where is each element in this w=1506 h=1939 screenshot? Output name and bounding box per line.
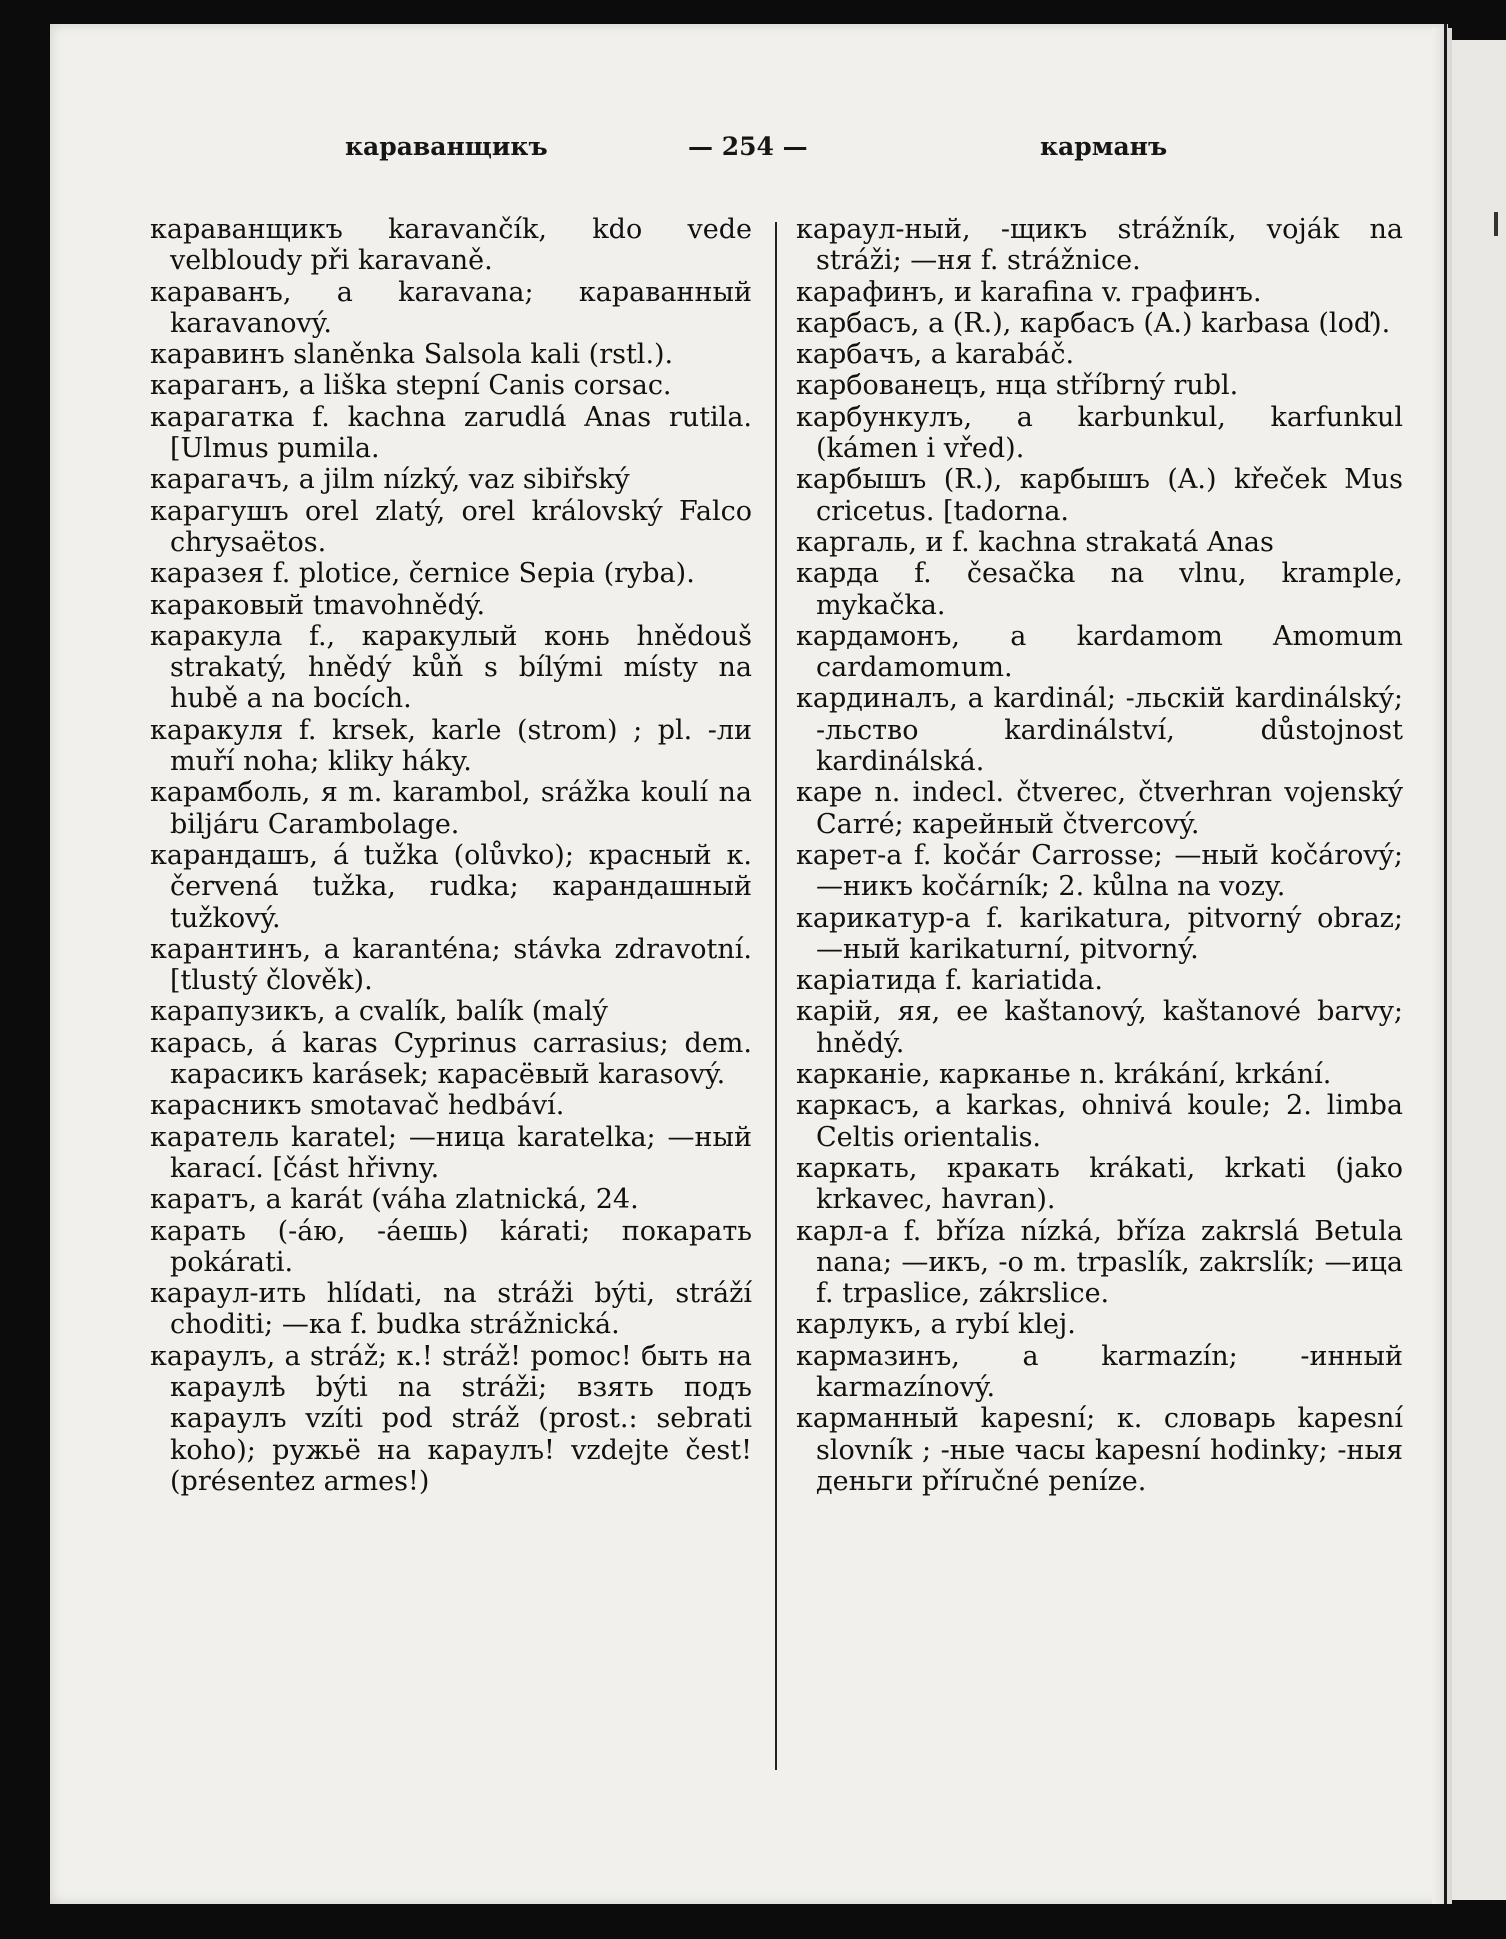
entry: каракуля f. krsek, karle (strom) ; pl. -ли muří noha; kliky háky. (150, 714, 752, 778)
entry: карагатка f. kachna zarudlá Anas rutila. [Ulmus pumila. (150, 401, 752, 465)
entry: карасникъ smotavač hedbáví. (150, 1090, 565, 1122)
entry: каріатида f. kariatida. (796, 965, 1103, 997)
entry: каратъ, a karát (váha zlatnická, 24. (150, 1184, 639, 1216)
entry: караулъ, a stráž; к.! stráž! pomoc! быть на караулѣ býti na stráži; взять подъ караулъ vzíti pod stráž (prost.: sebrati koho); ружьё на караулъ! vzdejte čest! (présentez armes!) (150, 1340, 752, 1497)
entry: кардамонъ, a kardamom Amomum cardamomum. (796, 620, 1403, 684)
entry: карлукъ, a rybí klej. (796, 1309, 1076, 1341)
entry: каравинъ slaněnka Salsola kali (rstl.). (150, 339, 674, 371)
entry: карaганъ, a liška stepní Canis corsac. (150, 370, 672, 402)
entry: карій, яя, ее kaštanový, kaštanové barvy; hnědý. (796, 996, 1403, 1059)
entry: карать (-áю, -áешь) kárati; покарать pokárati. (150, 1215, 752, 1278)
entry: карaул-ить hlídati, na stráži býti, stráží choditi; —ка f. budka strážnická. (150, 1278, 752, 1341)
entry: каркасъ, a karkas, ohnivá koule; 2. limba Celtis orientalis. (796, 1090, 1403, 1153)
entry: кардиналъ, a kardinál; -льскій kardinálský; -льство kardinálství, důstojnost kardinálská. (796, 683, 1403, 778)
page-number: — 254 — (688, 132, 808, 161)
entry: каракула f., каракулый конь hnědouš strakatý, hnědý kůň s bílými místy na hubě a na bocích. (150, 620, 752, 715)
entry: каразея f. plotice, černice Sepia (ryba). (150, 558, 695, 590)
page-fold (1432, 28, 1452, 1904)
entry: карантинъ, a karanténa; stávka zdravotní. [tlustý člověk). (150, 933, 752, 997)
entry: карагачъ, a jilm nízký, vaz sibiřský (150, 464, 630, 496)
entry: караковый tmavohnědý. (150, 589, 486, 621)
entry: карл-а f. bříza nízká, bříza zakrslá Betula nana; —икъ, -o m. trpaslík, zakrslík; —ица f. trpaslice, zákrslice. (796, 1215, 1403, 1310)
entry: кармазинъ, a karmazín; -инный karmazínový. (796, 1340, 1403, 1403)
entry: караул-ный, -щикъ strážník, voják na stráži; —ня f. strážnice. (796, 214, 1403, 277)
entry: карманный kapesní; к. словарь kapesní slovník ; -ные часы kapesní hodinky; -ныя деньги příručné peníze. (796, 1403, 1403, 1497)
entry: каратель karatel; —ница karatelka; —ный karací. [část hřivny. (150, 1121, 752, 1184)
entry: каркать, кракать krákati, krkati (jako krkavec, havran). (796, 1152, 1403, 1216)
entry: карет-а f. kočár Carrosse; —ный kočárový; —никъ kočárník; 2. kůlna na vozy. (796, 839, 1403, 903)
entry: карикатур-а f. karikatura, pitvorný obraz; —ный karikaturní, pitvorný. (796, 902, 1403, 965)
entry: карда f. česačka na vlnu, krample, mykačka. (796, 558, 1403, 621)
adjacent-page-edge (1452, 40, 1506, 1900)
entry: карась, á karas Cyprinus carrasius; dem. карасикъ karásek; карасёвый karasový. (150, 1027, 752, 1091)
adjacent-page-mark (1494, 212, 1498, 236)
entry: каргаль, и f. kachna strakatá Anas (796, 526, 1274, 558)
entry: карафинъ, и karafina v. графинъ. (796, 276, 1262, 308)
right-column (796, 214, 1403, 1497)
running-head-right: карманъ (1040, 132, 1168, 161)
entry: карандашъ, á tužka (olůvko); красный к. červená tužka, rudka; карандашный tužkový. (150, 839, 752, 934)
entry: карбункулъ, a karbunkul, karfunkul (kámen i vřed). (796, 401, 1403, 465)
left-column (150, 214, 752, 1497)
entry: карбачъ, a karabáč. (796, 339, 1075, 371)
entry: каре n. indecl. čtverec, čtverhran vojenský Carré; карейный čtvercový. (796, 777, 1403, 840)
entry: карамболь, я m. karambol, srážka koulí na biljáru Carambolage. (150, 777, 752, 840)
column-divider (775, 222, 777, 1770)
running-head-left: караванщикъ (345, 132, 548, 161)
entry: карапузикъ, a cvalík, balík (malý (150, 996, 608, 1028)
entry: караванъ, a karavana; караванный karavanový. (150, 276, 752, 339)
entry: карбованецъ, нца stříbrný rubl. (796, 370, 1239, 402)
entry: карбасъ, a (R.), карбасъ (A.) karbasa (loď). (796, 307, 1391, 339)
binding-line (1444, 24, 1447, 1904)
entry: караванщикъ karavančík, kdo vede velbloudy při karavaně. (150, 214, 752, 277)
entry: карбышъ (R.), карбышъ (A.) křeček Mus cricetus. [tadorna. (796, 464, 1403, 527)
entry: карканіе, карканье n. krákání, krkání. (796, 1059, 1332, 1091)
entry: карагушъ orel zlatý, orel královský Falco chrysaëtos. (150, 495, 752, 558)
